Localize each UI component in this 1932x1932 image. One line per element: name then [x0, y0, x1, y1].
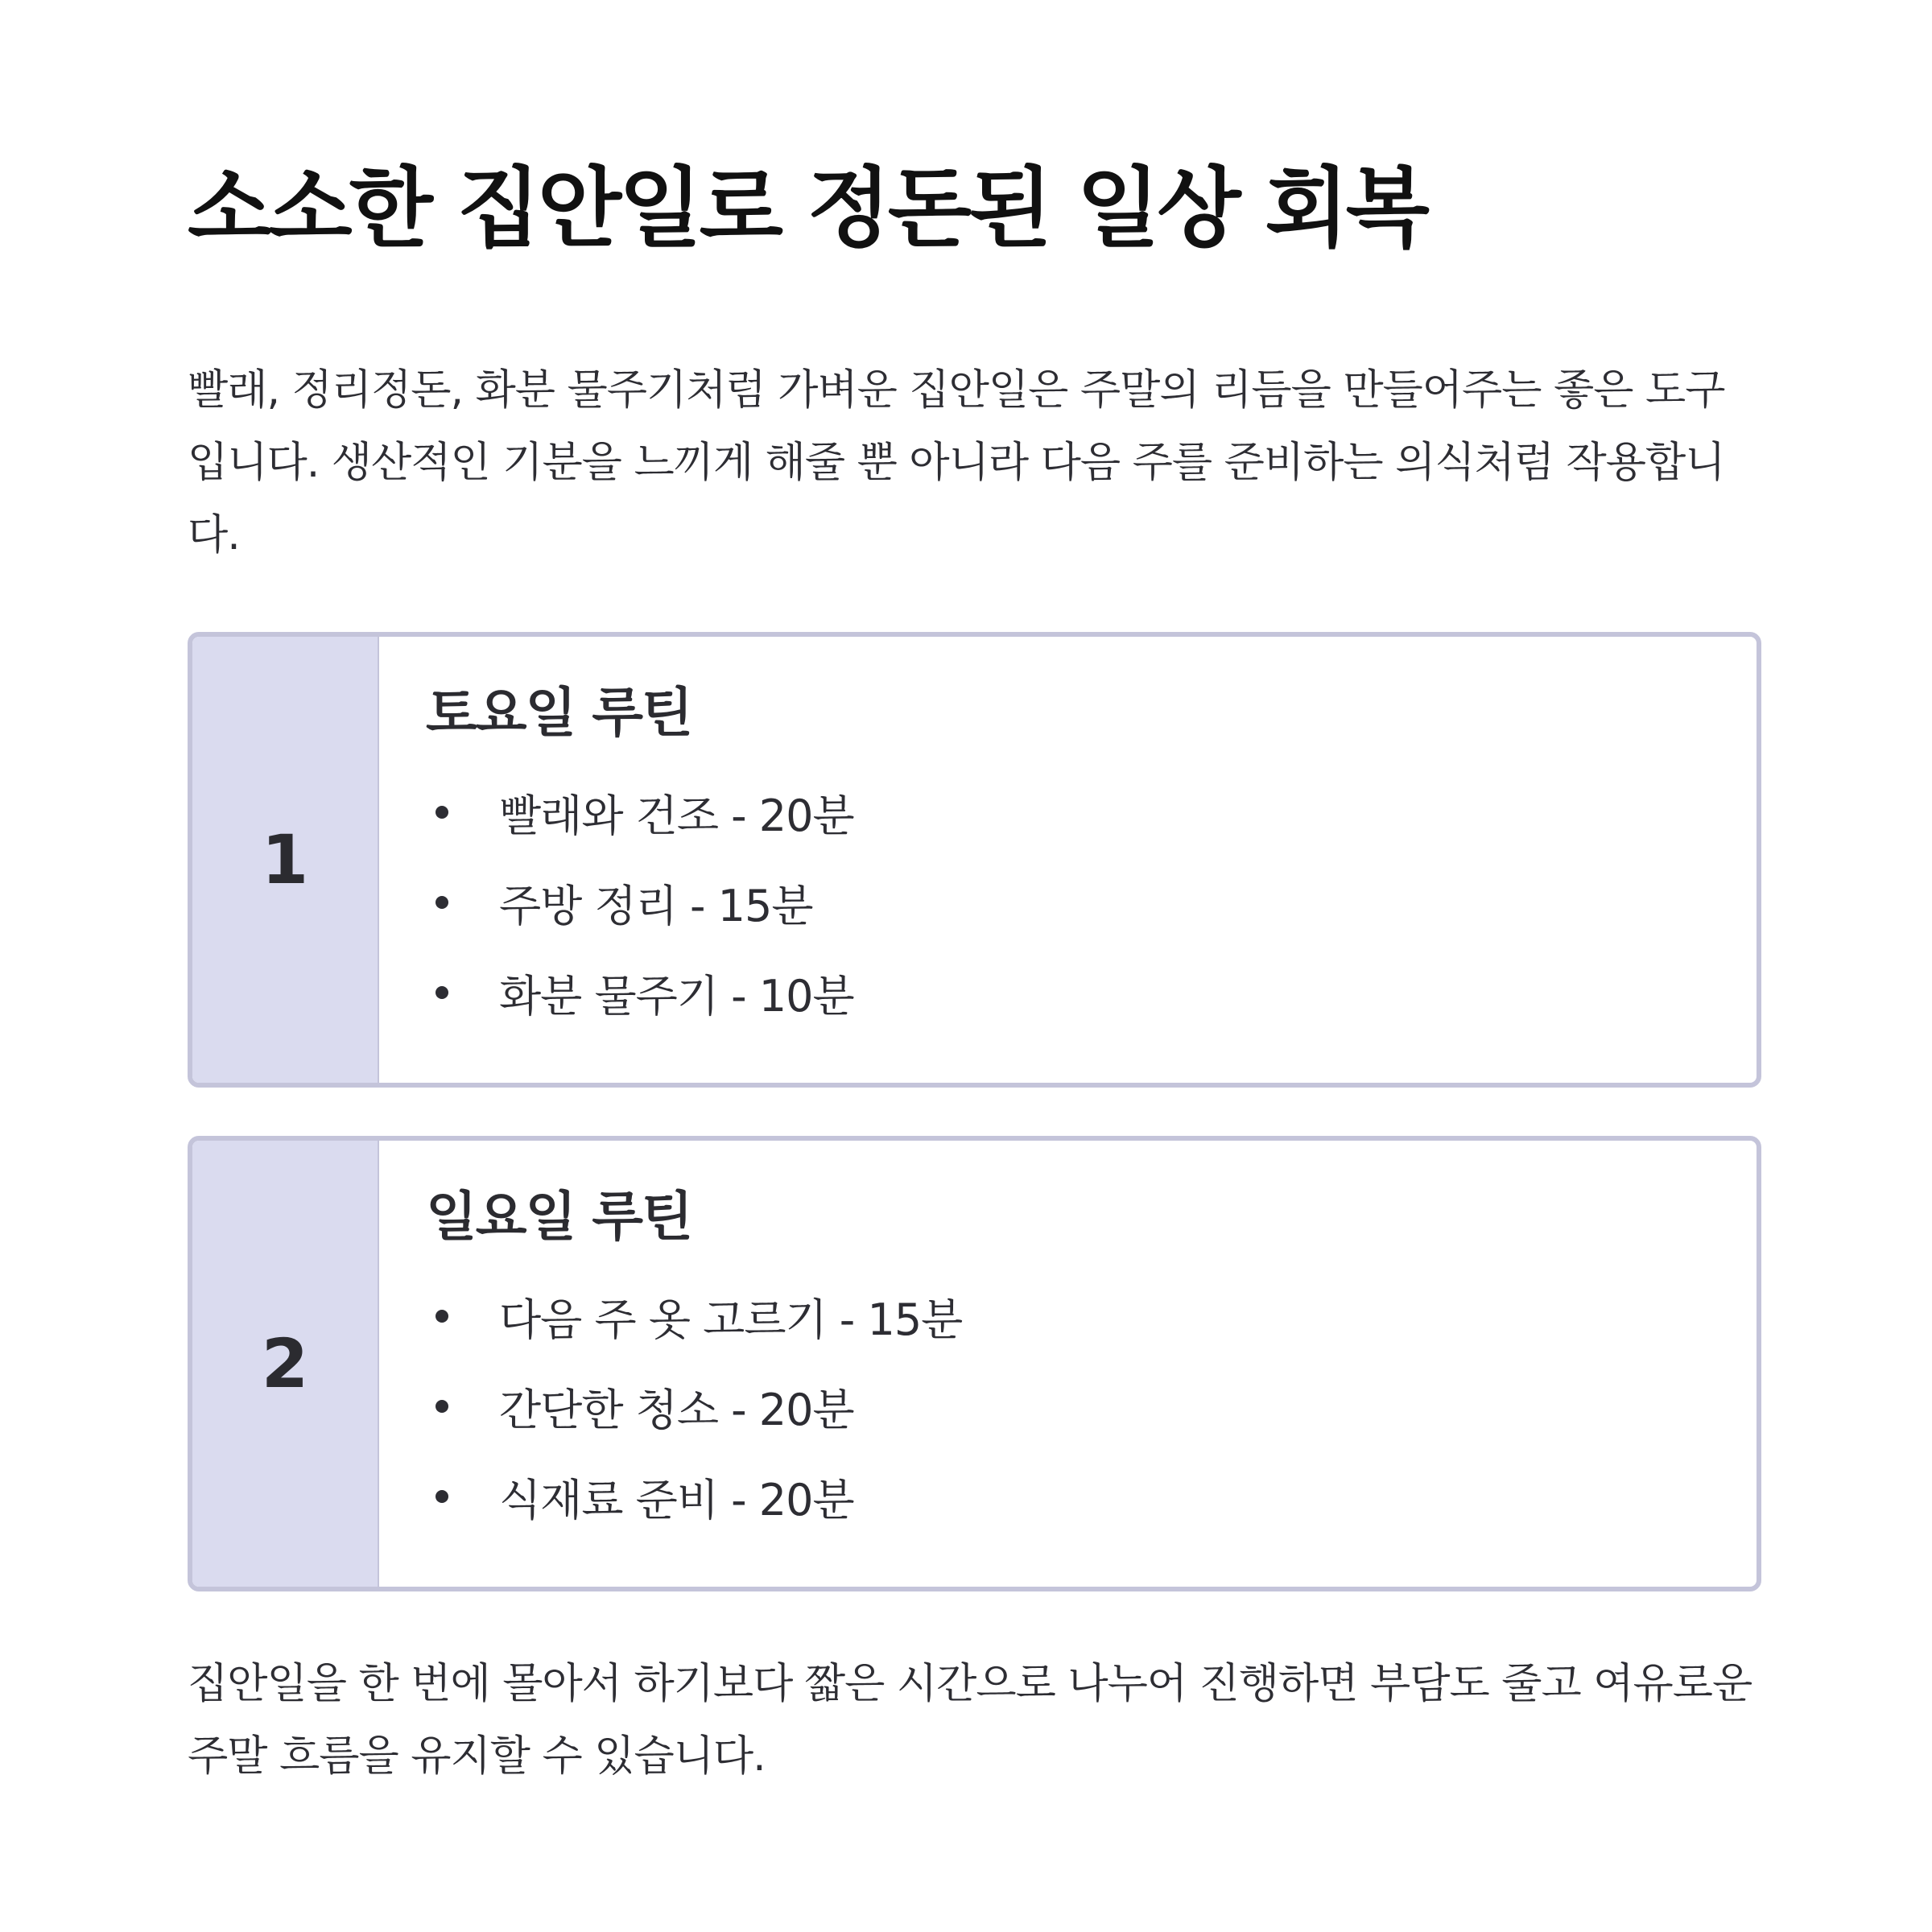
bullet-icon [436, 1400, 448, 1413]
list-item [426, 1361, 1757, 1451]
list-item [426, 857, 1757, 947]
task-label: 다음 주 옷 고르기 - 15분 [499, 1294, 963, 1345]
list-item [426, 1271, 1757, 1361]
routine-card-body [379, 1141, 1757, 1587]
bullet-icon [436, 1490, 448, 1503]
task-list [426, 1271, 1757, 1542]
bullet-icon [436, 806, 448, 819]
article [188, 145, 1761, 1793]
task-list [426, 767, 1757, 1038]
bullet-icon [436, 896, 448, 909]
task-label: 간단한 청소 - 20분 [499, 1384, 854, 1435]
routine-title: 토요일 루틴 [426, 682, 691, 744]
step-number-column [192, 1141, 379, 1587]
intro-paragraph: 빨래, 정리정돈, 화분 물주기처럼 가벼운 집안일은 주말의 리듬을 만들어주는 좋은 도구입니다. 생산적인 기분을 느끼게 해줄 뿐 아니라 다음 주를 준비하는 의식처럼 작용합니다. [188, 366, 1725, 559]
bullet-icon [436, 986, 448, 999]
list-item [426, 767, 1757, 857]
routine-title: 일요일 루틴 [426, 1186, 691, 1248]
step-number: 2 [261, 1324, 309, 1403]
task-label: 빨래와 건조 - 20분 [499, 790, 854, 841]
routine-card-sunday [188, 1136, 1761, 1591]
task-label: 식재료 준비 - 20분 [499, 1474, 854, 1525]
closing-paragraph: 집안일을 한 번에 몰아서 하기보다 짧은 시간으로 나누어 진행하면 부담도 줄고 여유로운 주말 흐름을 유지할 수 있습니다. [188, 1660, 1752, 1781]
step-number-column [192, 637, 379, 1083]
list-item [426, 1451, 1757, 1542]
task-label: 화분 물주기 - 10분 [499, 970, 854, 1022]
page-title: 소소한 집안일로 정돈된 일상 회복 [188, 159, 1426, 259]
routine-card-saturday [188, 632, 1761, 1088]
routine-card-body [379, 637, 1757, 1083]
bullet-icon [436, 1310, 448, 1323]
step-number: 1 [261, 820, 309, 899]
task-label: 주방 정리 - 15분 [499, 880, 813, 931]
list-item [426, 947, 1757, 1038]
